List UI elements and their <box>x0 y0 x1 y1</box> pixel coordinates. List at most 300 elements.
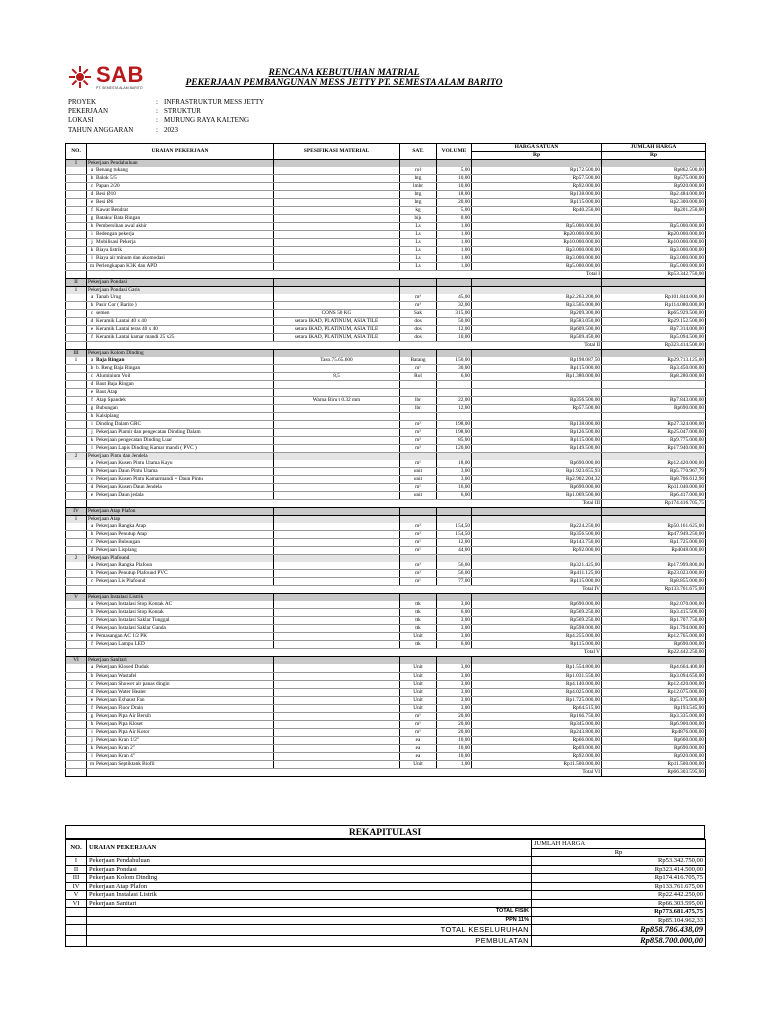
item-name: Papan 2/20 <box>96 183 120 190</box>
item-volume <box>437 381 472 389</box>
empty-cell <box>602 594 706 602</box>
table-row <box>66 744 706 752</box>
item-unit: Unit <box>400 696 437 704</box>
item-unit: m² <box>400 445 437 453</box>
table-row <box>66 760 706 768</box>
row-no <box>66 421 87 429</box>
ppn-label: PPN 11% <box>87 916 532 925</box>
item-volume: 315,00 <box>437 310 472 318</box>
item-total: Rp8.855.000,00 <box>602 578 706 586</box>
section-row <box>66 657 706 665</box>
item-unit: Unit <box>400 633 437 641</box>
item-unit-price: Rp11.500.000,00 <box>472 760 602 768</box>
item-name: Pekerjaan Kusen Pintu Utama Kayu <box>96 460 173 467</box>
empty-cell <box>274 279 400 287</box>
item-volume: 3,00 <box>437 617 472 625</box>
table-row <box>66 294 706 302</box>
rekap-col-jumlah: JUMLAH HARGA <box>532 840 706 849</box>
empty-cell <box>602 516 706 524</box>
row-no <box>66 760 87 768</box>
item-unit-price: Rp321.425,00 <box>472 562 602 570</box>
col-sat: SAT. <box>400 144 437 160</box>
item-spec <box>274 704 400 712</box>
logo-wordmark: SAB <box>96 62 144 87</box>
info-value: MURUNG RAYA KALTENG <box>164 116 250 125</box>
item-name: Mobilisasi Pekerja <box>96 239 136 246</box>
row-no <box>66 460 87 468</box>
item-unit-price: Rp1.031.550,00 <box>472 672 602 680</box>
item-unit: ea <box>400 744 437 752</box>
item-spec <box>274 664 400 672</box>
item-total: Rp5.000.000,00 <box>602 223 706 231</box>
item-description <box>87 752 274 760</box>
item-spec <box>274 231 400 239</box>
item-letter: f <box>91 704 93 711</box>
total-fisik-value: Rp773.681.475,75 <box>532 908 706 917</box>
info-row <box>68 116 264 125</box>
item-spec <box>274 601 400 609</box>
item-letter: m <box>89 263 95 270</box>
item-name: Atap Spandek <box>96 397 126 404</box>
item-name: Pekerjaan Plamir dan pengecatan Dinding Dalam <box>96 429 201 436</box>
empty-cell <box>274 350 400 358</box>
item-description <box>87 231 274 239</box>
item-name: Besi Ø6 <box>96 199 114 206</box>
empty-cell <box>602 508 706 516</box>
item-unit: m¹ <box>400 728 437 736</box>
item-spec <box>274 167 400 175</box>
item-letter: i <box>91 231 93 238</box>
empty-cell <box>400 279 437 287</box>
table-row <box>66 199 706 207</box>
item-description <box>87 318 274 326</box>
item-unit: Unit <box>400 688 437 696</box>
table-row <box>66 712 706 720</box>
item-description <box>87 720 274 728</box>
rekap-uraian: Pekerjaan Pondasi <box>87 865 532 874</box>
row-no <box>66 468 87 476</box>
row-no <box>66 704 87 712</box>
empty-cell <box>472 555 602 563</box>
row-no <box>66 247 87 255</box>
item-total: Rp10.000.000,00 <box>602 239 706 247</box>
item-letter: a <box>90 294 94 301</box>
empty-cell <box>66 586 87 594</box>
empty-cell <box>472 279 602 287</box>
item-unit-price: Rp1.380.000,00 <box>472 373 602 381</box>
item-spec <box>274 294 400 302</box>
item-spec <box>274 183 400 191</box>
item-name: b. Reng Baja Ringan <box>96 365 141 372</box>
item-letter: f <box>91 397 93 404</box>
item-spec <box>274 207 400 215</box>
item-volume: 10,00 <box>437 183 472 191</box>
rekap-title: REKAPITULASI <box>65 825 705 839</box>
item-spec <box>274 247 400 255</box>
table-row <box>66 247 706 255</box>
empty-cell <box>437 657 472 665</box>
item-unit-price: Rp57.500,00 <box>472 175 602 183</box>
item-total: Rp8.706.612,96 <box>602 476 706 484</box>
item-unit-price: Rp2.263.200,00 <box>472 294 602 302</box>
rekap-col-no: NO. <box>66 840 87 857</box>
item-spec <box>274 547 400 555</box>
row-no <box>66 744 87 752</box>
row-no <box>66 445 87 453</box>
info-row <box>68 126 264 135</box>
item-unit: btg <box>400 199 437 207</box>
table-row <box>66 223 706 231</box>
row-no <box>66 239 87 247</box>
row-no: III <box>66 350 87 358</box>
item-unit-price: Rp92.000,00 <box>472 752 602 760</box>
row-no <box>66 696 87 704</box>
item-letter: g <box>90 215 94 222</box>
table-body <box>66 160 706 777</box>
item-letter: k <box>90 247 94 254</box>
item-unit: lbr <box>400 397 437 405</box>
empty-cell <box>437 516 472 524</box>
item-total: Rp1.707.750,00 <box>602 617 706 625</box>
row-no <box>66 381 87 389</box>
item-spec <box>274 641 400 649</box>
item-unit: m² <box>400 429 437 437</box>
item-letter: l <box>91 255 93 262</box>
item-description <box>87 239 274 247</box>
item-description <box>87 334 274 342</box>
item-description <box>87 523 274 531</box>
item-letter: c <box>90 617 94 624</box>
item-letter: f <box>91 334 93 341</box>
empty-cell <box>400 516 437 524</box>
item-unit: m³ <box>400 302 437 310</box>
table-row <box>66 183 706 191</box>
title-line-2: PEKERJAAN PEMBANGUNAN MESS JETTY PT. SEMESTA ALAM BARITO <box>185 78 503 88</box>
row-no <box>66 183 87 191</box>
empty-cell <box>400 594 437 602</box>
item-description <box>87 609 274 617</box>
item-spec <box>274 492 400 500</box>
item-description <box>87 760 274 768</box>
item-description <box>87 728 274 736</box>
row-no <box>66 492 87 500</box>
empty-cell <box>472 287 602 295</box>
table-row <box>66 381 706 389</box>
item-letter: a <box>90 167 94 174</box>
item-letter: f <box>91 641 93 648</box>
row-title: Pekerjaan Pintu dan Jendela <box>87 453 274 461</box>
rekap-jumlah: Rp66.303.595,00 <box>532 899 706 908</box>
item-name: Pekerjaan Water Heater <box>96 688 147 695</box>
item-total: Rp23.023.000,00 <box>602 570 706 578</box>
item-name: Pekerjaan Kusen Daun Jendela <box>96 484 162 491</box>
row-no <box>66 429 87 437</box>
item-volume: 44,00 <box>437 547 472 555</box>
item-unit: m¹ <box>400 539 437 547</box>
row-no <box>66 397 87 405</box>
item-unit-price: Rp569.250,00 <box>472 617 602 625</box>
item-volume: 150,00 <box>437 357 472 365</box>
item-name: Pekerjaan Pipa Air Bersih <box>96 712 151 719</box>
item-unit-price: Rp66.000,00 <box>472 736 602 744</box>
item-unit-price: Rp690.000,00 <box>472 601 602 609</box>
item-letter: b <box>90 302 94 309</box>
item-description <box>87 381 274 389</box>
item-volume: 20,00 <box>437 728 472 736</box>
row-no <box>66 405 87 413</box>
item-unit-price: Rp569.250,00 <box>472 609 602 617</box>
item-total: Rp65.929.500,00 <box>602 310 706 318</box>
item-name: Biaya listrik <box>96 247 123 254</box>
item-unit-price: Rp57.500,00 <box>472 405 602 413</box>
table-row <box>66 413 706 421</box>
item-letter: d <box>90 381 94 388</box>
table-row <box>66 476 706 484</box>
item-spec: setara IKAD, PLATINUM, ASIA TILE <box>274 326 400 334</box>
item-volume: 22,00 <box>437 397 472 405</box>
item-unit: m² <box>400 523 437 531</box>
item-letter: c <box>90 183 94 190</box>
row-no <box>66 531 87 539</box>
item-description <box>87 263 274 271</box>
item-spec <box>274 712 400 720</box>
item-unit-price: Rp243.800,00 <box>472 728 602 736</box>
section-row <box>66 508 706 516</box>
item-description <box>87 207 274 215</box>
empty-cell <box>274 160 400 168</box>
item-name: Pekerjaan Lampu LED <box>96 641 145 648</box>
item-total: Rp101.844.000,00 <box>602 294 706 302</box>
row-no <box>66 413 87 421</box>
item-unit: Ls <box>400 239 437 247</box>
item-unit-price: Rp92.000,00 <box>472 547 602 555</box>
item-description <box>87 688 274 696</box>
item-description <box>87 492 274 500</box>
table-row <box>66 720 706 728</box>
item-name: Pekerjaan Shower air panas dingin <box>96 680 170 687</box>
item-total: Rp575.000,00 <box>602 175 706 183</box>
item-unit: ttk <box>400 601 437 609</box>
table-row <box>66 625 706 633</box>
item-unit-price: Rp5.000.000,00 <box>472 263 602 271</box>
table-row <box>66 365 706 373</box>
row-no <box>66 365 87 373</box>
item-volume: 3,00 <box>437 476 472 484</box>
info-colon: : <box>156 98 158 106</box>
item-description <box>87 601 274 609</box>
empty-cell <box>400 508 437 516</box>
item-volume: 120,00 <box>437 445 472 453</box>
item-volume: 1,00 <box>437 263 472 271</box>
item-total: Rp3.335.000,00 <box>602 712 706 720</box>
item-description <box>87 223 274 231</box>
row-no: V <box>66 594 87 602</box>
item-spec <box>274 484 400 492</box>
item-unit: dos <box>400 326 437 334</box>
item-spec <box>274 760 400 768</box>
table-row <box>66 609 706 617</box>
row-no <box>66 389 87 397</box>
item-unit-price: Rp143.750,00 <box>472 539 602 547</box>
item-description <box>87 617 274 625</box>
table-row <box>66 492 706 500</box>
item-unit: lmbr <box>400 183 437 191</box>
item-letter: e <box>90 633 94 640</box>
row-no <box>66 223 87 231</box>
item-letter: f <box>91 207 93 214</box>
table-row <box>66 578 706 586</box>
row-no <box>66 633 87 641</box>
item-letter: k <box>90 744 94 751</box>
item-description <box>87 397 274 405</box>
item-volume: 1,00 <box>437 247 472 255</box>
rekap-jumlah: Rp133.761.675,00 <box>532 882 706 891</box>
item-unit: m¹ <box>400 720 437 728</box>
item-spec: CONS 50 KG <box>274 310 400 318</box>
item-description <box>87 310 274 318</box>
table-row <box>66 373 706 381</box>
item-unit-price: Rp5.000.000,00 <box>472 223 602 231</box>
empty-cell <box>400 555 437 563</box>
item-volume: 6,00 <box>437 641 472 649</box>
item-unit: ttk <box>400 617 437 625</box>
item-spec <box>274 405 400 413</box>
item-letter: k <box>90 437 94 444</box>
empty-cell <box>602 657 706 665</box>
item-description <box>87 302 274 310</box>
empty-cell <box>66 271 87 279</box>
item-unit-price: Rp115.000,00 <box>472 641 602 649</box>
total-value: Rp174.416.705,75 <box>602 500 706 508</box>
row-no: 1 <box>66 287 87 295</box>
item-unit: m² <box>400 421 437 429</box>
item-spec <box>274 672 400 680</box>
item-spec <box>274 381 400 389</box>
subsection-row <box>66 516 706 524</box>
item-total: Rp5.175.000,00 <box>602 696 706 704</box>
item-unit-price <box>472 215 602 223</box>
item-unit: m² <box>400 562 437 570</box>
item-letter: a <box>90 523 94 530</box>
table-row <box>66 207 706 215</box>
item-unit-price: Rp3.000.000,00 <box>472 255 602 263</box>
item-description <box>87 357 274 365</box>
item-volume: 3,00 <box>437 625 472 633</box>
item-unit: Ls <box>400 231 437 239</box>
rekap-jumlah: Rp323.414.500,00 <box>532 865 706 874</box>
table-row <box>66 175 706 183</box>
item-spec <box>274 445 400 453</box>
info-value: INFRASTRUKTUR MESS JETTY <box>164 98 265 106</box>
item-spec <box>274 578 400 586</box>
item-unit: ttk <box>400 625 437 633</box>
item-spec <box>274 539 400 547</box>
item-spec <box>274 617 400 625</box>
row-no <box>66 294 87 302</box>
item-name: Pekerjaan Bubungan <box>96 539 140 546</box>
item-name: Baut Atap <box>96 389 118 396</box>
item-unit: m¹ <box>400 484 437 492</box>
item-description <box>87 570 274 578</box>
item-total: Rp12.420.000,00 <box>602 460 706 468</box>
total-keseluruhan-value: Rp858.786.438,09 <box>532 925 706 936</box>
item-description <box>87 704 274 712</box>
item-description <box>87 215 274 223</box>
item-unit: m² <box>400 570 437 578</box>
item-unit: m¹ <box>400 547 437 555</box>
table-row <box>66 437 706 445</box>
row-no: II <box>66 279 87 287</box>
item-description <box>87 429 274 437</box>
item-volume <box>437 413 472 421</box>
total-row <box>66 768 706 776</box>
item-spec <box>274 191 400 199</box>
item-unit: ea <box>400 736 437 744</box>
item-volume: 18,00 <box>437 191 472 199</box>
item-volume: 20,00 <box>437 720 472 728</box>
table-row <box>66 736 706 744</box>
item-name: Pekerjaan Pipa Kloset <box>96 720 143 727</box>
table-row <box>66 468 706 476</box>
total-label: Total III <box>87 500 602 508</box>
item-letter: b <box>90 175 94 182</box>
item-letter: b <box>90 531 94 538</box>
rekap-row <box>66 865 706 874</box>
item-unit-price <box>472 381 602 389</box>
empty-cell <box>602 350 706 358</box>
info-row <box>68 107 264 116</box>
item-total: Rp2.300.000,00 <box>602 199 706 207</box>
item-total: Rp20.000.000,00 <box>602 231 706 239</box>
item-volume: 154,50 <box>437 523 472 531</box>
item-volume: 6,00 <box>437 609 472 617</box>
item-description <box>87 633 274 641</box>
item-description <box>87 255 274 263</box>
item-description <box>87 247 274 255</box>
item-total: Rp12.420.000,00 <box>602 680 706 688</box>
item-unit: m² <box>400 437 437 445</box>
item-description <box>87 531 274 539</box>
item-unit: m¹ <box>400 365 437 373</box>
row-no <box>66 263 87 271</box>
item-unit: Batang <box>400 357 437 365</box>
item-letter: c <box>90 476 94 483</box>
item-description <box>87 405 274 413</box>
item-spec: Warna Biru t 0.32 mm <box>274 397 400 405</box>
item-total: Rp4876.000,00 <box>602 728 706 736</box>
item-unit-price: Rp115.000,00 <box>472 365 602 373</box>
item-spec: setara IKAD, PLATINUM, ASIA TILE <box>274 318 400 326</box>
empty-cell <box>66 500 87 508</box>
row-no <box>66 547 87 555</box>
table-row <box>66 445 706 453</box>
item-description <box>87 664 274 672</box>
row-no <box>66 672 87 680</box>
total-value: Rp53.342.750,00 <box>602 271 706 279</box>
item-total: Rp690.000,00 <box>602 405 706 413</box>
subsection-row <box>66 287 706 295</box>
item-letter: a <box>90 562 94 569</box>
item-total: Rp29.713.125,00 <box>602 357 706 365</box>
item-unit: Unit <box>400 760 437 768</box>
table-row <box>66 752 706 760</box>
item-letter: l <box>91 752 93 759</box>
empty-cell <box>66 649 87 657</box>
col-harga-currency: Rp <box>472 152 602 160</box>
item-name: Pekerjaan Kusen Pintu Kamarmandi + Daun Pintu <box>96 476 203 483</box>
item-description <box>87 389 274 397</box>
item-name: Pekerjaan Instalasi Stop Kontak AC <box>96 601 173 608</box>
